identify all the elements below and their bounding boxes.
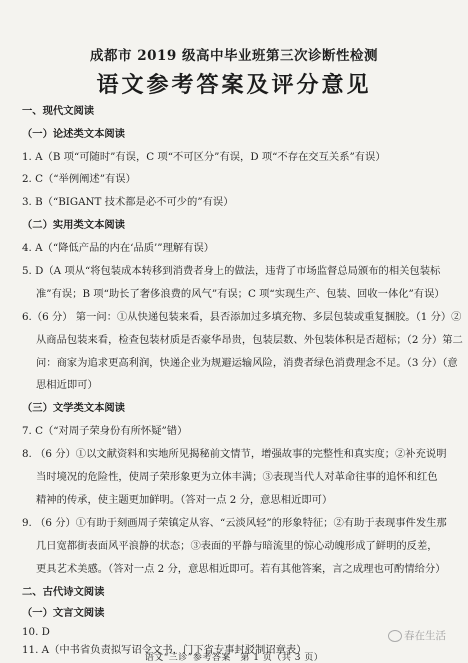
answer-line: 2. C（“举例阐述”有误） (22, 173, 136, 185)
answer-line: 5. D（A 项从“将包装成本转移到消费者身上的做法，违背了市场监督总局颁布的相关包装标 (22, 265, 441, 277)
subsection-heading: （三）文学类文本阅读 (22, 402, 125, 414)
section-heading: 二、古代诗文阅读 (22, 586, 105, 598)
answer-line: 10. D (22, 626, 50, 638)
answer-line: 11. A（中书省负责拟写诏令文书，门下省专事封驳制诏章表） (22, 644, 307, 656)
answer-line: 1. A（B 项“可随时”有误，C 项“不可区分”有误，D 项“不存在交互关系”有误） (22, 151, 386, 163)
answer-line: 更具艺术美感。（答对一点 2 分，意思相近即可。若有其他答案，言之成理也可酌情给分） (36, 563, 446, 575)
document-title: 语文参考答案及评分意见 (96, 72, 372, 98)
answer-line: 问：商家为追求更高利润，快递企业为规避运输风险，消费者绿色消费理念不足。（3 分）（意 (36, 357, 458, 369)
answer-line: 当时境况的危险性，使周子荣形象更为立体丰满；③表现当代人对革命往事的追怀和红色 (36, 471, 438, 483)
subsection-heading: （一）文言文阅读 (22, 607, 105, 619)
answer-line: 3. B（“BIGANT 技术都是必不可少的”有误） (22, 196, 234, 208)
subsection-heading: （一）论述类文本阅读 (22, 128, 125, 140)
page-footer: 语文“三诊”参考答案 第 1 页（共 3 页） (144, 653, 324, 663)
answer-line: 准”有误；B 项“助长了奢侈浪费的风气”有误；C 项“实现生产、包装、回收一体化”有误） (36, 288, 445, 300)
answer-line: 几日宽都街表面风平浪静的状态；③表面的平静与暗流里的惊心动魄形成了鲜明的反差， (36, 540, 438, 552)
watermark (388, 628, 446, 643)
answer-line: 8. （6 分）①以文献资料和实地所见揭秘前文情节，增强故事的完整性和真实度；②补充说明 (22, 448, 447, 460)
section-heading: 一、现代文阅读 (22, 105, 95, 117)
answer-line: 9. （6 分）①有助于刻画周子荣镇定从容、“云淡风轻”的形象特征；②有助于表现事件发生那 (22, 517, 447, 529)
answer-line: 思相近即可） (36, 379, 98, 391)
exam-title: 成都市 2019 级高中毕业班第三次诊断性检测 (90, 48, 378, 64)
answer-line: 6.（6 分） 第一问：①从快递包装来看，县否添加过多填充物、多层包装或重复捆胶。（1 分）② (22, 311, 462, 323)
answer-line: 4. A（“降低产品的内在‘品质’”理解有误） (22, 242, 215, 254)
answer-line: 从商品包装来看，检查包装材质是否豪华昂贵，包装层数、外包装体积是否超标；（2 分）第二 (36, 334, 463, 346)
weibo-icon (388, 630, 402, 642)
answer-line: 7. C（“对周子荣身份有所怀疑”错） (22, 425, 188, 437)
subsection-heading: （二）实用类文本阅读 (22, 219, 125, 231)
watermark-text: 春在生活 (404, 630, 446, 642)
answer-line: 精神的传承，使主题更加鲜明。（答对一点 2 分，意思相近即可） (36, 494, 333, 506)
